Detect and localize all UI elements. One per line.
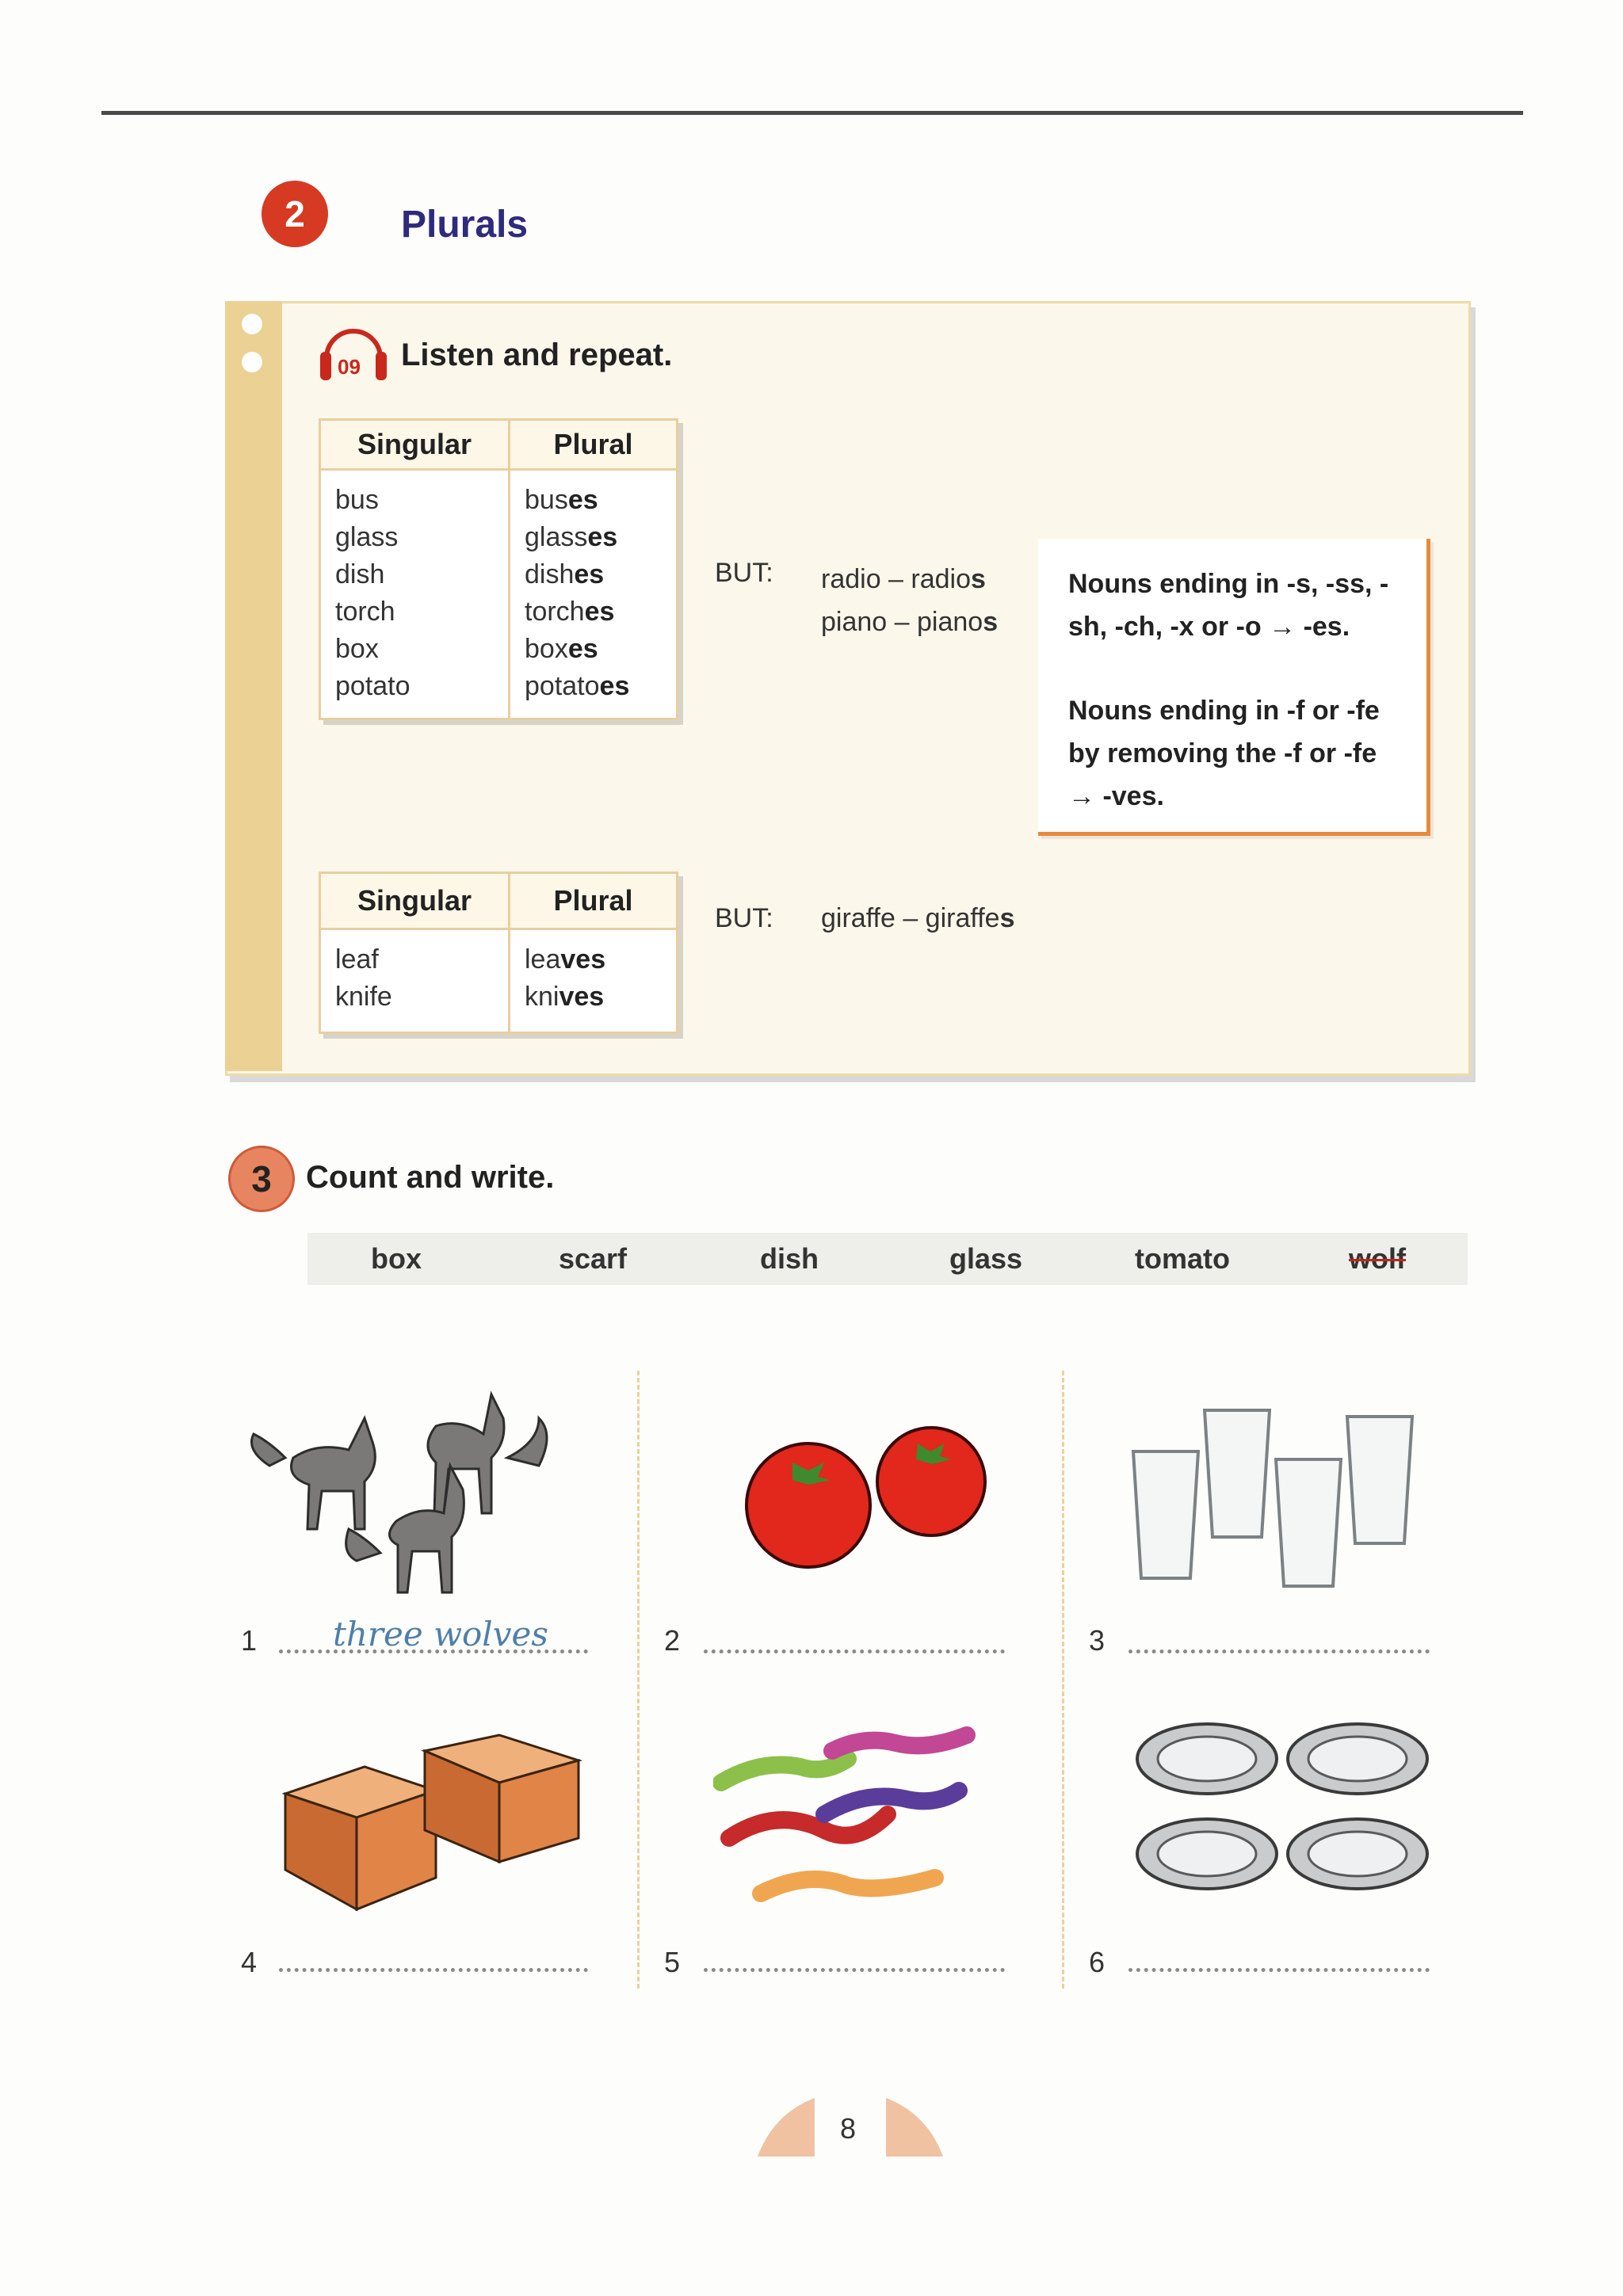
word-bank-item: box [370, 1242, 422, 1275]
section-number: 3 [251, 1158, 272, 1199]
plural-word [525, 668, 663, 705]
plural-ending: es [599, 671, 630, 701]
column-header-singular: Singular [320, 873, 510, 929]
column-divider [1062, 1371, 1064, 1989]
singular-word: knife [335, 982, 392, 1012]
column-divider [637, 1371, 640, 1989]
section-title: Plurals [401, 204, 529, 246]
exception-stem: radio – radio [821, 564, 972, 594]
plural-word [525, 519, 663, 556]
section-number: 2 [285, 193, 305, 235]
singular-word: leaf [335, 944, 379, 974]
singular-column [320, 929, 510, 1033]
exception-word [821, 903, 1015, 934]
column-header-plural: Plural [510, 420, 678, 470]
singular-word: glass [335, 522, 399, 552]
plural-word [525, 593, 663, 631]
word-bank-item: tomato [1135, 1242, 1230, 1275]
but-label: BUT: [715, 903, 773, 933]
plural-ending: es [587, 522, 618, 552]
plural-ending: ves [559, 982, 605, 1012]
rule-box [1038, 539, 1430, 836]
item-number: 1 [241, 1624, 258, 1657]
singular-word: box [335, 634, 379, 664]
section-number-badge [228, 1146, 295, 1212]
exception-word [821, 558, 998, 601]
plural-stem: lea [525, 944, 561, 974]
word-bank [307, 1233, 1468, 1285]
plural-stem: glass [525, 522, 588, 552]
answer-line[interactable] [704, 1650, 1005, 1653]
exception-word [821, 601, 998, 643]
singular-word: bus [335, 485, 379, 515]
plural-column [510, 470, 678, 719]
plural-ending: es [567, 485, 598, 515]
but-label: BUT: [715, 558, 773, 588]
glasses-picture [1125, 1402, 1426, 1592]
exercise-instruction: Count and write. [306, 1160, 555, 1195]
top-rule [101, 111, 1523, 115]
exception-stem: piano – piano [821, 607, 983, 637]
binder-strip [225, 301, 282, 1071]
plural-table-es [319, 418, 678, 720]
word-bank-item: scarf [558, 1242, 628, 1275]
headphones-icon[interactable] [317, 312, 390, 388]
item-number: 5 [664, 1946, 681, 1978]
dishes-picture [1132, 1711, 1433, 1901]
rule-ves: Nouns ending in -f or -fe by removing the -f or -fe → -ves. [1068, 696, 1380, 811]
plural-stem: torch [525, 597, 585, 627]
plural-ending: es [574, 559, 605, 589]
word-bank-item: dish [759, 1242, 819, 1275]
listen-instruction: Listen and repeat. [401, 338, 673, 372]
tomatoes-picture [737, 1418, 991, 1577]
section-number-badge [262, 181, 328, 247]
word-bank-item-used: wolf [1349, 1242, 1406, 1275]
exception-stem: giraffe – giraffe [821, 903, 1000, 933]
wolves-picture [246, 1363, 579, 1600]
plural-stem: bus [525, 485, 568, 515]
plural-stem: potato [525, 671, 600, 701]
exception-list [821, 558, 998, 643]
answer-line[interactable] [1128, 1650, 1430, 1653]
exception-ending: s [971, 564, 986, 594]
word-bank-item: glass [949, 1242, 1023, 1275]
answer-line[interactable] [279, 1968, 588, 1972]
plural-word [525, 556, 663, 593]
plural-ending: ves [560, 944, 606, 974]
plural-ending: es [584, 597, 615, 627]
plural-stem: dish [525, 559, 575, 589]
plural-column [510, 929, 678, 1033]
plural-word [525, 941, 663, 978]
singular-word: torch [335, 597, 395, 627]
rule-es: Nouns ending in -s, -ss, -sh, -ch, -x or -o → -es. [1068, 569, 1389, 642]
plural-ending: es [567, 634, 598, 664]
track-number: 09 [338, 355, 361, 379]
scarves-picture [713, 1719, 983, 1917]
plural-word [525, 631, 663, 668]
item-number: 4 [241, 1946, 258, 1978]
exception-ending: s [999, 903, 1015, 933]
plural-stem: box [525, 634, 568, 664]
answer-text: three wolves [333, 1615, 548, 1653]
plural-word [525, 482, 663, 519]
column-header-plural: Plural [510, 873, 678, 929]
item-number: 2 [664, 1624, 681, 1657]
singular-word: dish [335, 559, 385, 589]
answer-line[interactable] [1128, 1968, 1430, 1972]
plural-table-ves [319, 871, 678, 1034]
exception-ending: s [983, 607, 999, 637]
page-number: 8 [840, 2112, 857, 2145]
column-header-singular: Singular [320, 420, 510, 470]
item-number: 6 [1089, 1946, 1106, 1978]
boxes-picture [277, 1727, 586, 1917]
answer-line[interactable] [704, 1968, 1005, 1972]
exception-item [821, 903, 1015, 934]
singular-word: potato [335, 671, 411, 701]
item-number: 3 [1089, 1624, 1106, 1657]
singular-column [320, 470, 510, 719]
plural-word [525, 978, 663, 1016]
binder-hole [242, 352, 262, 372]
plural-stem: kni [525, 982, 559, 1012]
binder-hole [242, 314, 262, 334]
